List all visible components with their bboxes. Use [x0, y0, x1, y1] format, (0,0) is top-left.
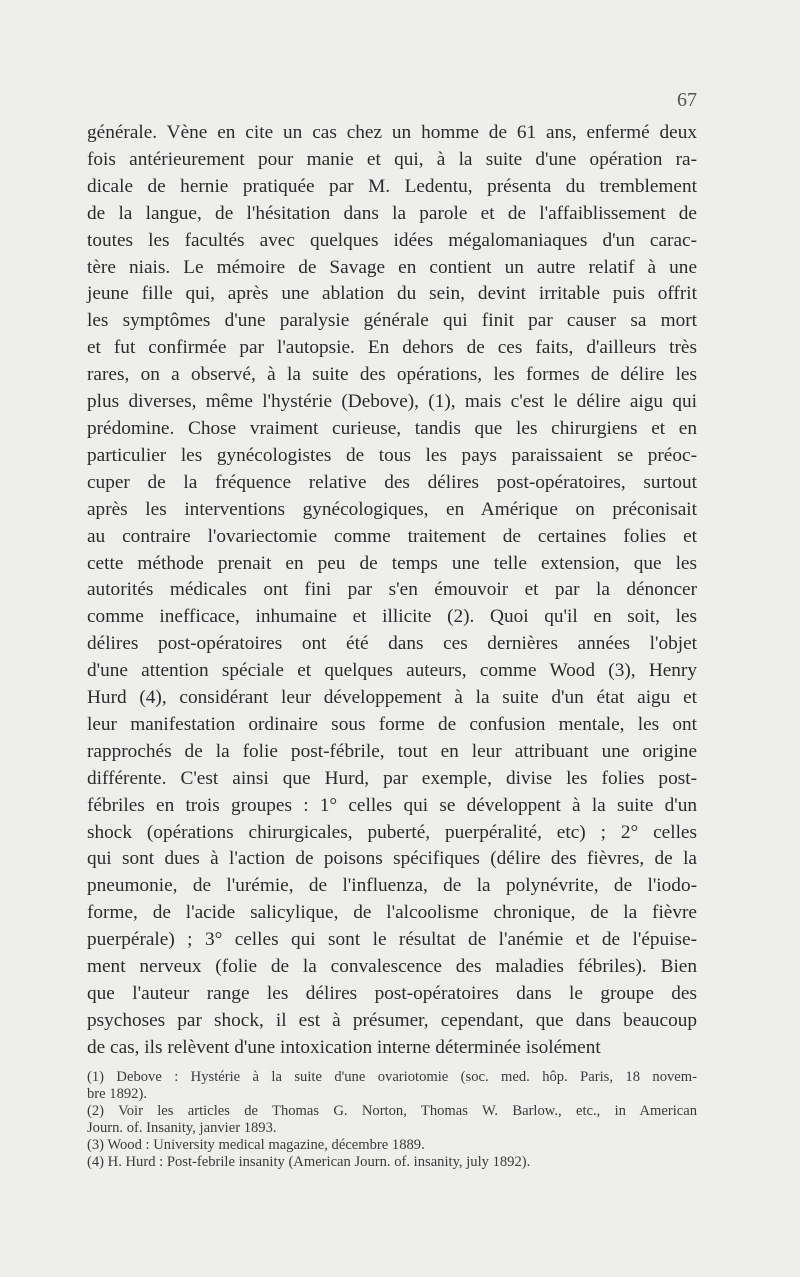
body-line: ment nerveux (folie de la convalescence des maladies fébriles). Bien [87, 956, 697, 978]
body-line: cette méthode prenait en peu de temps une telle extension, que les [87, 552, 697, 574]
body-text [87, 120, 697, 1062]
body-line: rapprochés de la folie post-fébrile, tout en leur attribuant une origine [87, 740, 697, 762]
body-line: différente. C'est ainsi que Hurd, par exemple, divise les folies post- [87, 767, 697, 789]
footnotes [87, 1069, 697, 1171]
footnote-4 [87, 1154, 697, 1171]
body-line: au contraire l'ovariectomie comme traitement de certaines folies et [87, 525, 697, 547]
body-line: prédomine. Chose vraiment curieuse, tandis que les chirurgiens et en [87, 417, 697, 439]
footnote-4-line-1: (4) H. Hurd : Post-febrile insanity (American Journ. of. insanity, july 1892). [87, 1154, 531, 1170]
footnote-1 [87, 1069, 697, 1103]
body-line: leur manifestation ordinaire sous forme de confusion mentale, les ont [87, 713, 697, 735]
body-line: Hurd (4), considérant leur développement à la suite d'un état aigu et [87, 687, 697, 709]
body-line: jeune fille qui, après une ablation du sein, devint irritable puis offrit [87, 283, 697, 305]
body-line: cuper de la fréquence relative des délires post-opératoires, surtout [87, 471, 697, 493]
body-line: autorités médicales ont fini par s'en émouvoir et par la dénoncer [87, 579, 697, 601]
body-line: particulier les gynécologistes de tous les pays paraissaient se préoc- [87, 444, 697, 466]
footnote-2-line-1: (2) Voir les articles de Thomas G. Norton, Thomas W. Barlow., etc., in American [87, 1103, 697, 1119]
body-line: rares, on a observé, à la suite des opérations, les formes de délire les [87, 364, 697, 386]
body-line: psychoses par shock, il est à présumer, cependant, que dans beaucoup [87, 1009, 697, 1031]
footnote-3-line-1: (3) Wood : University medical magazine, décembre 1889. [87, 1137, 425, 1153]
body-line: délires post-opératoires ont été dans ces dernières années l'objet [87, 633, 697, 655]
body-line: shock (opérations chirurgicales, puberté, puerpéralité, etc) ; 2° celles [87, 821, 697, 843]
body-line: comme inefficace, inhumaine et illicite (2). Quoi qu'il en soit, les [87, 606, 697, 628]
page-number: 67 [677, 89, 697, 111]
body-line: fois antérieurement pour manie et qui, à la suite d'une opération ra- [87, 148, 697, 170]
body-line: puerpérale) ; 3° celles qui sont le résultat de l'anémie et de l'épuise- [87, 929, 697, 951]
body-line: générale. Vène en cite un cas chez un homme de 61 ans, enfermé deux [87, 122, 697, 143]
body-line: forme, de l'acide salicylique, de l'alcoolisme chronique, de la fièvre [87, 902, 697, 924]
body-line: fébriles en trois groupes : 1° celles qui se développent à la suite d'un [87, 794, 697, 816]
body-line: toutes les facultés avec quelques idées mégalomaniaques d'un carac- [87, 229, 697, 251]
body-line: plus diverses, même l'hystérie (Debove), (1), mais c'est le délire aigu qui [87, 391, 697, 413]
body-line: dicale de hernie pratiquée par M. Ledentu, présenta du tremblement [87, 175, 697, 197]
body-line: tère niais. Le mémoire de Savage en contient un autre relatif à une [87, 256, 697, 278]
body-line: qui sont dues à l'action de poisons spécifiques (délire des fièvres, de la [87, 848, 697, 870]
body-line: pneumonie, de l'urémie, de l'influenza, de la polynévrite, de l'iodo- [87, 875, 697, 897]
body-line: les symptômes d'une paralysie générale qui finit par causer sa mort [87, 310, 697, 332]
body-line: d'une attention spéciale et quelques auteurs, comme Wood (3), Henry [87, 660, 697, 682]
body-line: et fut confirmée par l'autopsie. En dehors de ces faits, d'ailleurs très [87, 337, 697, 359]
footnote-3 [87, 1137, 697, 1154]
footnote-1-line-2: bre 1892). [87, 1086, 147, 1102]
body-line: de cas, ils relèvent d'une intoxication interne déterminée isolément [87, 1036, 601, 1058]
footnote-2 [87, 1103, 697, 1137]
footnote-1-line-1: (1) Debove : Hystérie à la suite d'une ovariotomie (soc. med. hôp. Paris, 18 novem- [87, 1069, 697, 1085]
body-line: que l'auteur range les délires post-opératoires dans le groupe des [87, 983, 697, 1004]
footnote-2-line-2: Journ. of. Insanity, janvier 1893. [87, 1120, 277, 1136]
body-line: de la langue, de l'hésitation dans la parole et de l'affaiblissement de [87, 202, 697, 224]
body-line: après les interventions gynécologiques, en Amérique on préconisait [87, 498, 697, 520]
